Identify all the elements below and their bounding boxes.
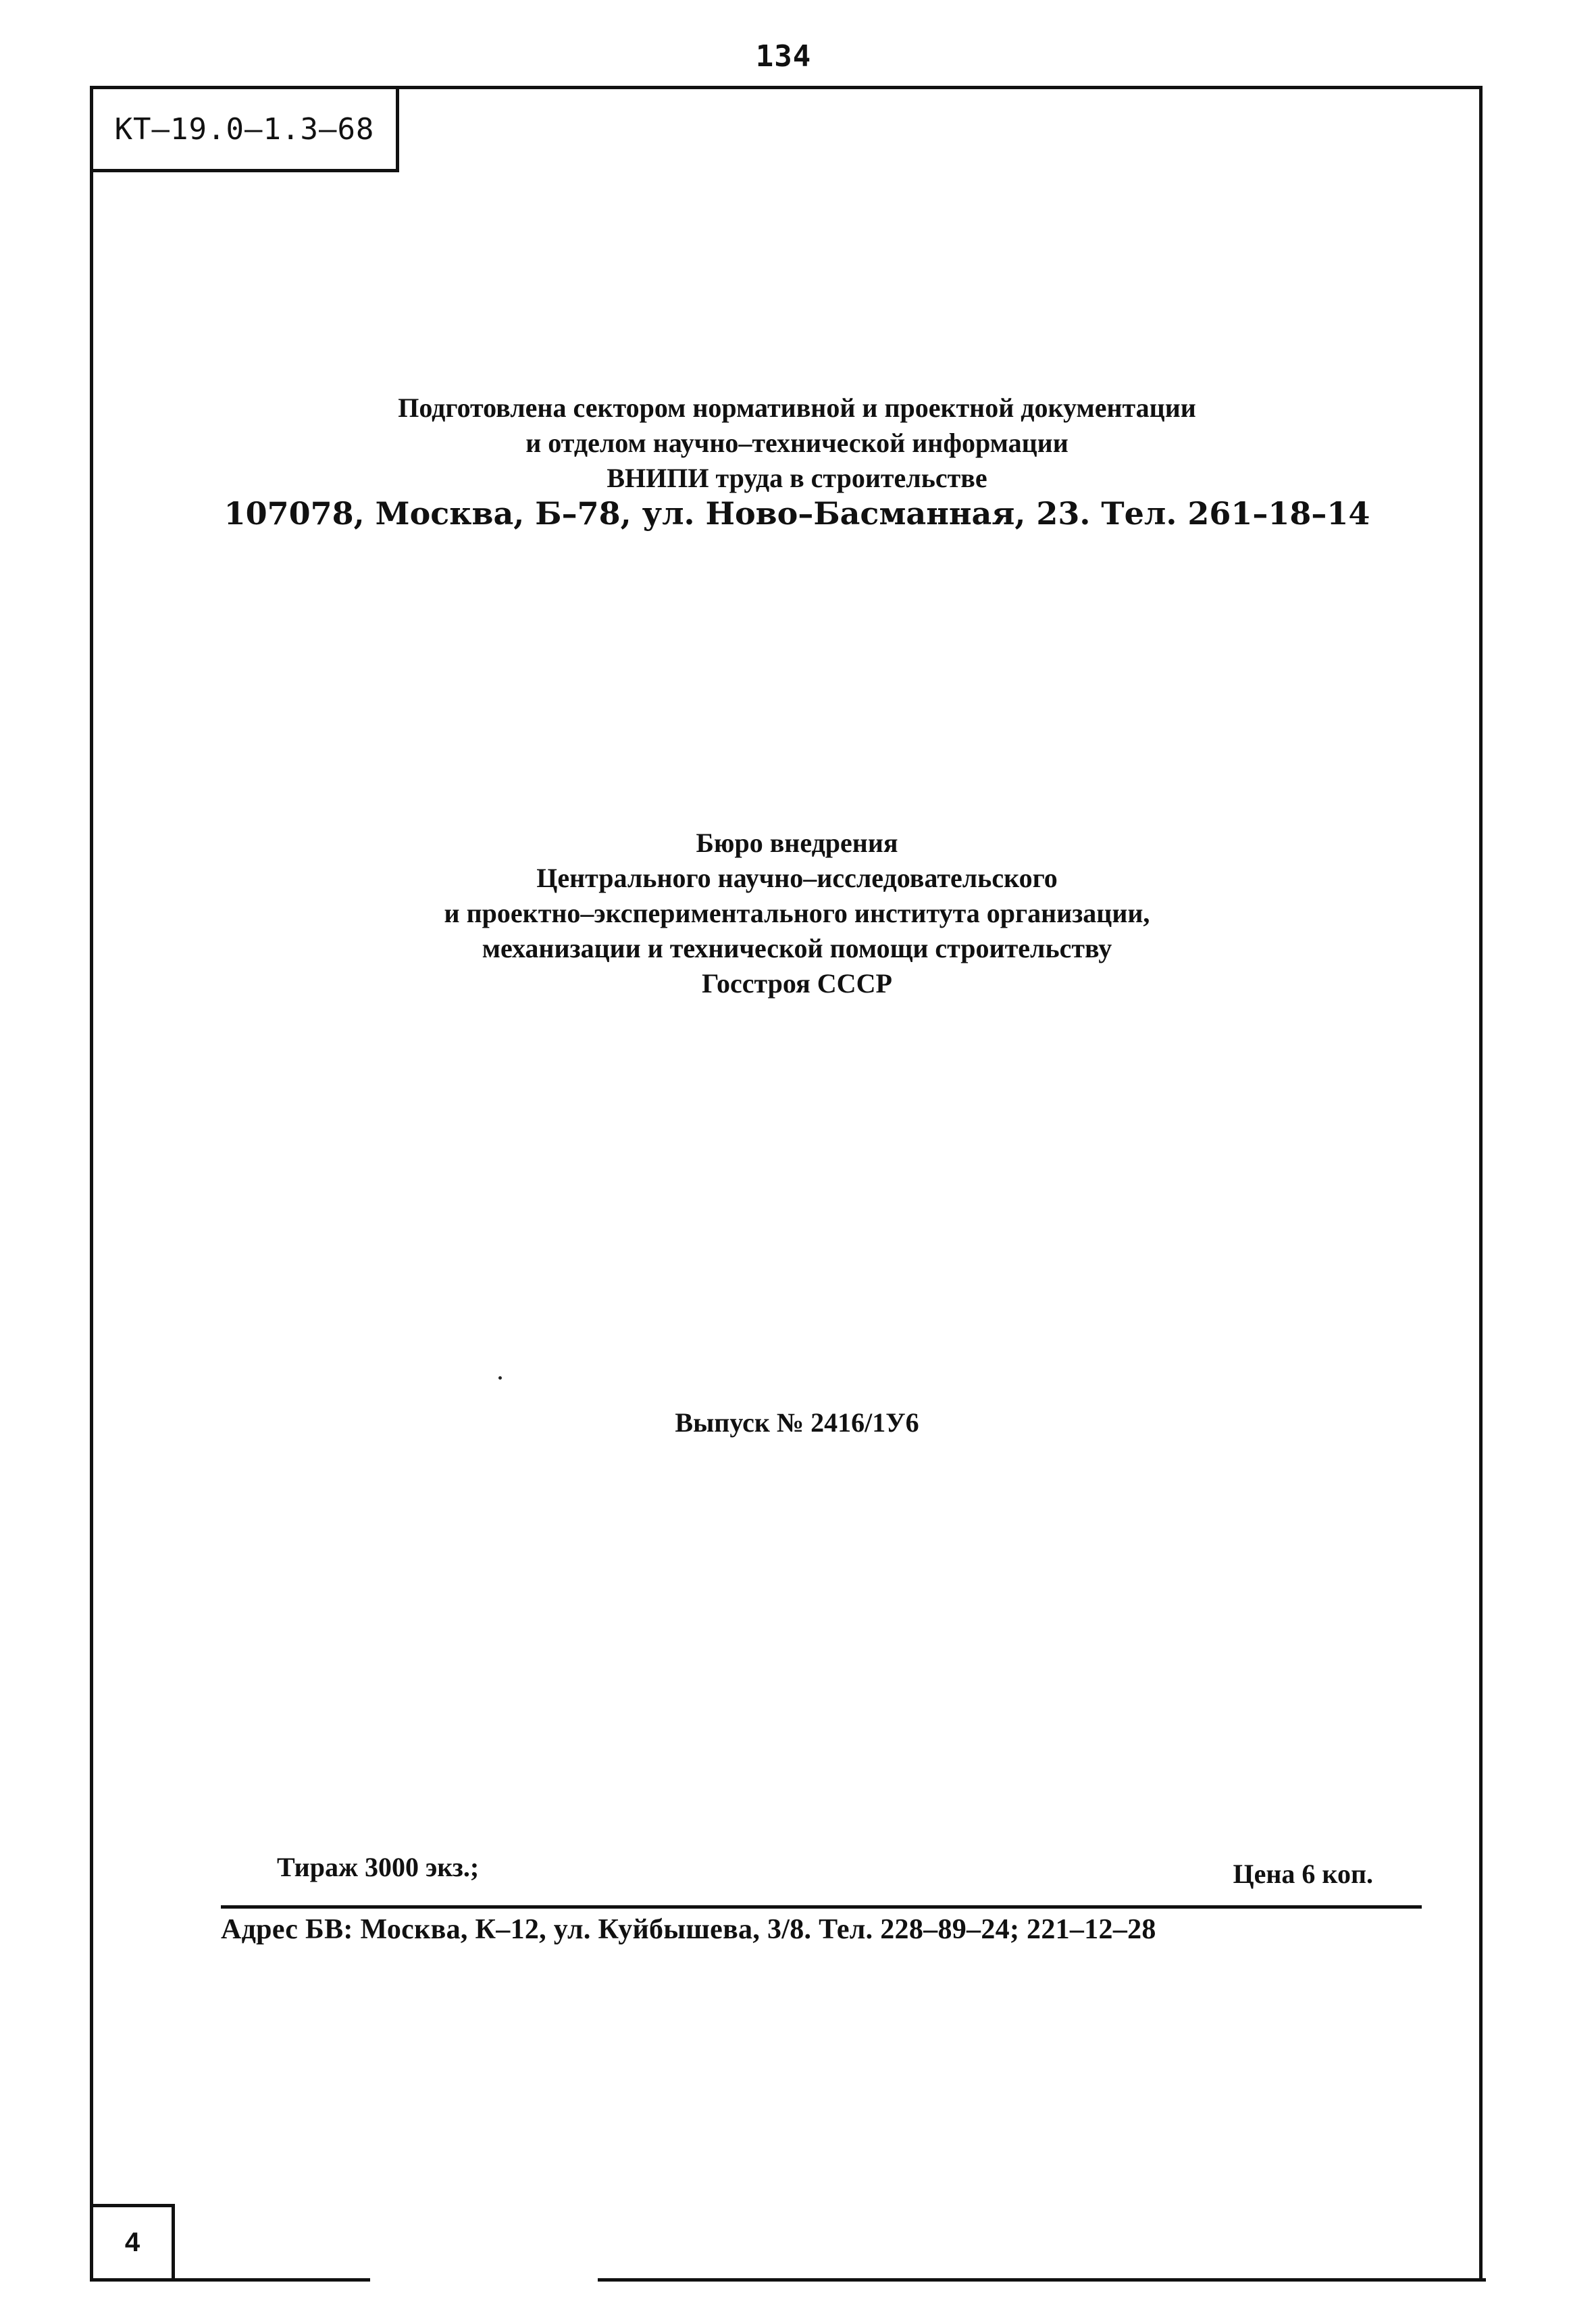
- prepared-by-line-2: и отделом научно–технической информации: [525, 428, 1069, 458]
- issue-label: Выпуск № 2416/1У6: [675, 1407, 919, 1438]
- bureau-line-5: Госстроя СССР: [702, 968, 892, 999]
- sheet-number-box: [90, 2204, 175, 2282]
- footer-address: Адрес БВ: Москва, К–12, ул. Куйбышева, 3/8. Тел. 228–89–24; 221–12–28: [221, 1914, 1156, 1945]
- bureau-block: [135, 826, 1459, 1001]
- bureau-line-4: механизации и технической помощи строительству: [482, 933, 1112, 963]
- bureau-line-1: Бюро внедрения: [696, 828, 898, 858]
- prepared-by-line-1: Подготовлена сектором нормативной и проектной документации: [398, 393, 1196, 423]
- frame-bottom-right-line: [598, 2278, 1486, 2282]
- bureau-line-2: Центрального научно–исследовательского: [536, 863, 1058, 893]
- footer-divider: [221, 1905, 1422, 1909]
- sheet-number: 4: [124, 2228, 140, 2257]
- document-code-box: [90, 86, 399, 172]
- prepared-by-line-3: ВНИПИ труда в строительстве: [607, 463, 987, 493]
- bureau-line-3: и проектно–экспериментального института организации,: [444, 898, 1150, 928]
- price-text: Цена 6 коп.: [1233, 1859, 1373, 1889]
- page-number: 134: [755, 39, 812, 74]
- issue-block: [135, 1405, 1459, 1440]
- print-speck: [498, 1376, 502, 1380]
- prepared-by-address: 107078, Москва, Б–78, ул. Ново–Басманная, 23. Тел. 261–18–14: [224, 495, 1370, 532]
- document-code: КТ–19.0–1.3–68: [114, 111, 375, 147]
- circulation-text: Тираж 3000 экз.;: [277, 1852, 480, 1882]
- prepared-by-block: [135, 391, 1459, 531]
